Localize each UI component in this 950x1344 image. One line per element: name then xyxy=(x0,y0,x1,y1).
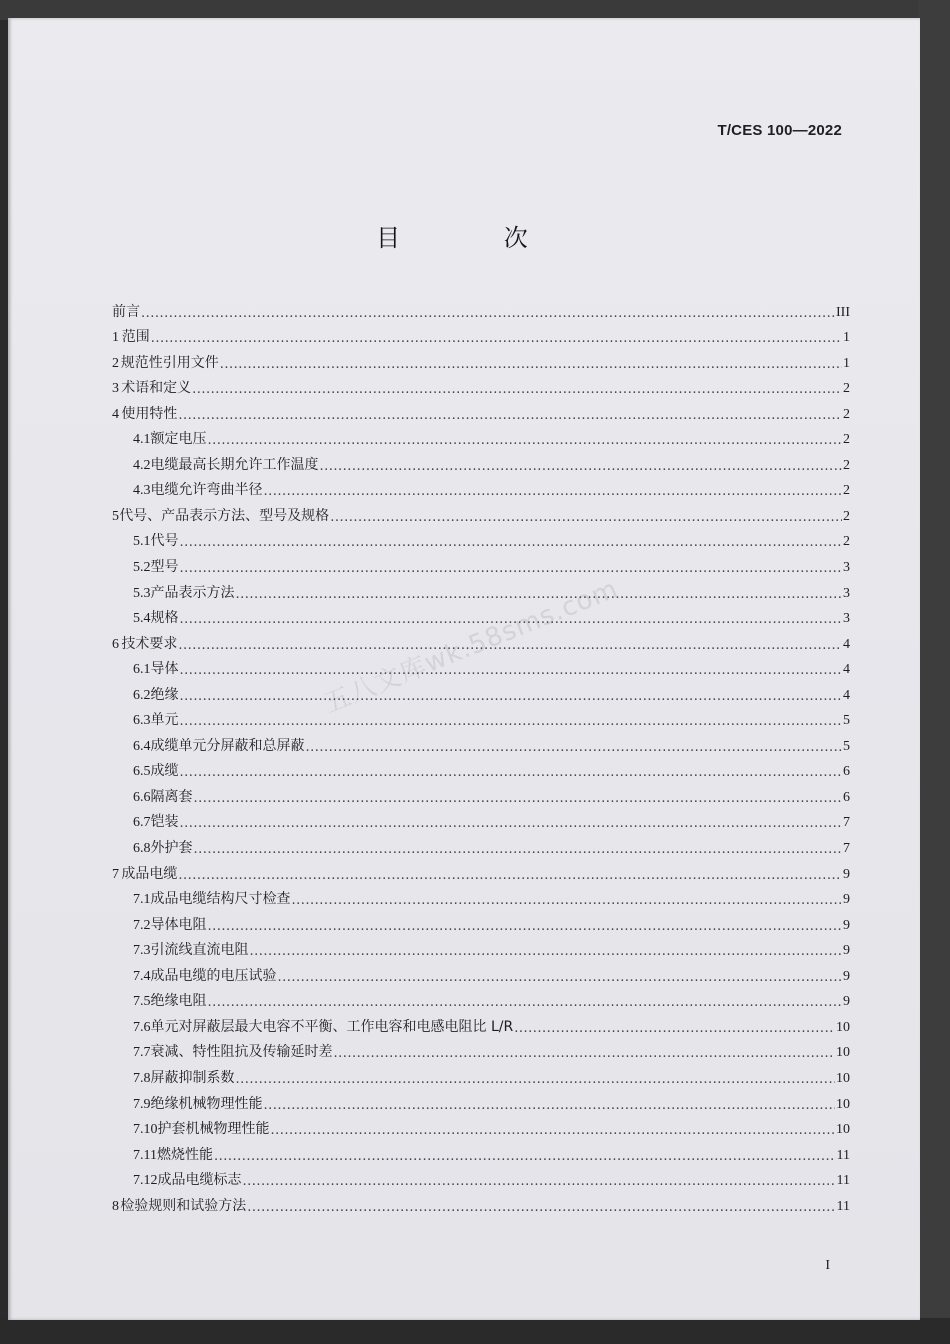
toc-leader-dots xyxy=(194,792,843,806)
toc-entry-page: 6 xyxy=(843,764,850,780)
toc-entry-number: 8 xyxy=(112,1198,119,1214)
toc-leader-dots xyxy=(180,715,843,729)
toc-leader-dots xyxy=(208,996,843,1010)
toc-entry-label: 规范性引用文件 xyxy=(120,354,219,371)
toc-entry-page: 11 xyxy=(836,1198,850,1214)
toc-entry-page: 3 xyxy=(843,585,850,601)
toc-entry-label: 规格 xyxy=(150,610,179,627)
toc-entry-number: 7.9 xyxy=(133,1096,151,1112)
toc-entry-page: 9 xyxy=(843,943,850,959)
toc-entry-page: 2 xyxy=(843,534,850,550)
toc-entry-label: 成缆 xyxy=(150,763,179,780)
toc-leader-dots xyxy=(236,1073,836,1087)
toc-entry-label: 电缆最高长期允许工作温度 xyxy=(150,456,319,473)
toc-leader-dots xyxy=(180,690,843,704)
toc-entry[interactable] xyxy=(112,780,850,806)
toc-entry-page: 9 xyxy=(843,892,850,908)
toc-entry-label: 护套机械物理性能 xyxy=(157,1121,270,1138)
toc-leader-dots xyxy=(141,307,835,321)
toc-entry-number: 7.12 xyxy=(133,1173,158,1189)
toc-entry[interactable] xyxy=(112,499,850,525)
toc-entry-label: 成品电缆 xyxy=(121,865,178,882)
toc-entry[interactable] xyxy=(112,1189,850,1215)
toc-entry[interactable] xyxy=(112,1164,850,1190)
toc-entry-number: 6.7 xyxy=(133,815,151,831)
toc-entry[interactable] xyxy=(112,806,850,832)
scan-border-top xyxy=(0,0,950,20)
toc-entry-page: 6 xyxy=(843,789,850,805)
toc-entry-page: III xyxy=(836,304,850,320)
toc-entry-page: 9 xyxy=(843,866,850,882)
toc-entry-number: 7.10 xyxy=(133,1122,158,1138)
toc-entry-page: 9 xyxy=(843,917,850,933)
toc-entry-number: 5.2 xyxy=(133,560,151,576)
toc-entry[interactable] xyxy=(112,423,850,449)
toc-entry-label: 引流线直流电阻 xyxy=(150,942,249,959)
toc-entry[interactable] xyxy=(112,372,850,398)
toc-entry-label: 范围 xyxy=(121,329,150,346)
toc-entry[interactable] xyxy=(112,729,850,755)
toc-leader-dots xyxy=(208,920,843,934)
toc-entry-page: 2 xyxy=(843,483,850,499)
toc-entry-page: 2 xyxy=(843,406,850,422)
toc-entry-label: 绝缘电阻 xyxy=(150,993,207,1010)
toc-entry-page: 7 xyxy=(843,841,850,857)
toc-entry-label: 使用特性 xyxy=(121,405,178,422)
toc-leader-dots xyxy=(208,434,843,448)
toc-entry-label: 导体电阻 xyxy=(150,916,207,933)
toc-entry-number: 5.1 xyxy=(133,534,151,550)
toc-entry-label: 代号、产品表示方法、型号及规格 xyxy=(119,507,330,524)
toc-entry[interactable] xyxy=(112,1010,850,1036)
toc-entry-number: 7.11 xyxy=(133,1147,157,1163)
toc-entry-page: 4 xyxy=(843,662,850,678)
toc-entry-page: 2 xyxy=(843,432,850,448)
toc-leader-dots xyxy=(178,409,842,423)
toc-leader-dots xyxy=(214,1150,836,1164)
toc-leader-dots xyxy=(180,664,843,678)
toc-entry-label: 代号 xyxy=(150,533,179,550)
toc-entry-label: 产品表示方法 xyxy=(150,584,235,601)
toc-entry-page: 10 xyxy=(836,1122,850,1138)
toc-entry-page: 4 xyxy=(843,636,850,652)
toc-entry-number: 6.2 xyxy=(133,687,151,703)
toc-entry-page: 3 xyxy=(843,560,850,576)
toc-entry[interactable] xyxy=(112,321,850,347)
toc-entry[interactable] xyxy=(112,602,850,628)
toc-entry-label: 屏蔽抑制系数 xyxy=(150,1069,235,1086)
toc-entry-number: 6.5 xyxy=(133,764,151,780)
toc-entry-label: 术语和定义 xyxy=(121,380,192,397)
toc-entry[interactable] xyxy=(112,857,850,883)
toc-leader-dots xyxy=(271,1124,836,1138)
toc-leader-dots xyxy=(180,817,843,831)
toc-entry-page: 3 xyxy=(843,611,850,627)
toc-entry[interactable] xyxy=(112,550,850,576)
toc-leader-dots xyxy=(247,1201,835,1215)
toc-entry-number: 4.3 xyxy=(133,483,151,499)
toc-leader-dots xyxy=(243,1175,836,1189)
toc-entry-label: 额定电压 xyxy=(150,431,207,448)
toc-entry[interactable] xyxy=(112,934,850,960)
toc-entry-page: 1 xyxy=(843,330,850,346)
toc-entry-label: 成品电缆的电压试验 xyxy=(150,967,277,984)
toc-entry-number: 6 xyxy=(112,636,119,652)
toc-entry[interactable] xyxy=(112,678,850,704)
toc-leader-dots xyxy=(334,1047,836,1061)
toc-entry[interactable] xyxy=(112,985,850,1011)
toc-entry-label: 成品电缆结构尺寸检查 xyxy=(150,891,291,908)
toc-leader-dots xyxy=(264,485,843,499)
toc-leader-dots xyxy=(151,332,842,346)
toc-entry[interactable] xyxy=(112,448,850,474)
toc-entry[interactable] xyxy=(112,959,850,985)
toc-entry[interactable] xyxy=(112,1061,850,1087)
toc-entry[interactable] xyxy=(112,1113,850,1139)
toc-entry[interactable] xyxy=(112,1036,850,1062)
toc-leader-dots xyxy=(306,741,843,755)
toc-entry-label: 成品电缆标志 xyxy=(157,1172,242,1189)
toc-entry[interactable] xyxy=(112,576,850,602)
toc-entry[interactable] xyxy=(112,397,850,423)
toc-entry-number: 7.5 xyxy=(133,994,151,1010)
toc-entry-page: 9 xyxy=(843,968,850,984)
toc-entry-page: 10 xyxy=(836,1045,850,1061)
toc-entry-number: 6.4 xyxy=(133,738,151,754)
toc-entry-number: 7.2 xyxy=(133,917,151,933)
toc-leader-dots xyxy=(180,613,843,627)
toc-entry[interactable] xyxy=(112,627,850,653)
watermark: 五八文库wk.58sms.com xyxy=(320,573,623,720)
toc-entry-page: 5 xyxy=(843,738,850,754)
toc-entry-page: 2 xyxy=(843,381,850,397)
toc-entry-label: 前言 xyxy=(112,303,140,320)
toc-entry-label: 单元 xyxy=(150,712,179,729)
toc-entry-label: 燃烧性能 xyxy=(156,1146,213,1163)
toc-entry-number: 5.3 xyxy=(133,585,151,601)
toc-leader-dots xyxy=(180,536,843,550)
toc-entry[interactable] xyxy=(112,883,850,909)
toc-entry-page: 10 xyxy=(836,1019,850,1035)
toc-entry-page: 2 xyxy=(843,457,850,473)
toc-entry-label: 隔离套 xyxy=(150,788,193,805)
toc-entry-page: 1 xyxy=(843,355,850,371)
toc-entry-page: 10 xyxy=(836,1070,850,1086)
toc-entry-label: 单元对屏蔽层最大电容不平衡、工作电容和电感电阻比 L/R xyxy=(150,1018,514,1035)
toc-entry-number: 7 xyxy=(112,866,119,882)
toc-entry[interactable] xyxy=(112,755,850,781)
toc-entry-number: 7.7 xyxy=(133,1045,151,1061)
toc-entry-page: 7 xyxy=(843,815,850,831)
table-of-contents xyxy=(112,295,850,1215)
toc-entry-label: 外护套 xyxy=(150,840,193,857)
toc-leader-dots xyxy=(178,869,842,883)
toc-entry-page: 10 xyxy=(836,1096,850,1112)
page-title: 目 次 xyxy=(376,224,576,252)
toc-entry-label: 衰减、特性阻抗及传输延时差 xyxy=(150,1044,333,1061)
toc-leader-dots xyxy=(264,1099,836,1113)
toc-leader-dots xyxy=(192,383,842,397)
toc-entry[interactable] xyxy=(112,346,850,372)
toc-entry[interactable] xyxy=(112,474,850,500)
toc-entry-number: 5 xyxy=(112,508,119,524)
standard-number: T/CES 100—2022 xyxy=(717,122,842,139)
toc-entry[interactable] xyxy=(112,908,850,934)
toc-entry-label: 技术要求 xyxy=(121,635,178,652)
toc-entry-number: 7.4 xyxy=(133,968,151,984)
toc-entry-label: 绝缘 xyxy=(150,686,179,703)
toc-entry[interactable] xyxy=(112,1087,850,1113)
toc-leader-dots xyxy=(320,460,843,474)
toc-entry-number: 7.8 xyxy=(133,1070,151,1086)
toc-entry-label: 成缆单元分屏蔽和总屏蔽 xyxy=(150,737,305,754)
document-page xyxy=(8,18,920,1320)
toc-leader-dots xyxy=(250,945,843,959)
toc-entry-number: 3 xyxy=(112,381,119,397)
toc-entry[interactable] xyxy=(112,1138,850,1164)
toc-leader-dots xyxy=(194,843,843,857)
toc-entry-page: 11 xyxy=(836,1173,850,1189)
page-number: I xyxy=(825,1258,830,1273)
toc-entry-number: 4 xyxy=(112,406,119,422)
toc-entry-number: 7.6 xyxy=(133,1019,151,1035)
toc-entry[interactable] xyxy=(112,525,850,551)
toc-entry-page: 9 xyxy=(843,994,850,1010)
toc-leader-dots xyxy=(180,562,843,576)
toc-entry[interactable] xyxy=(112,831,850,857)
toc-entry-number: 1 xyxy=(112,330,119,346)
toc-entry[interactable] xyxy=(112,704,850,730)
toc-entry-page: 4 xyxy=(843,687,850,703)
toc-leader-dots xyxy=(330,511,842,525)
toc-entry-number: 7.3 xyxy=(133,943,151,959)
toc-leader-dots xyxy=(292,894,843,908)
toc-leader-dots xyxy=(278,971,843,985)
toc-entry-label: 铠装 xyxy=(150,814,179,831)
toc-leader-dots xyxy=(180,766,843,780)
toc-entry-label: 绝缘机械物理性能 xyxy=(150,1095,263,1112)
scan-border-right xyxy=(918,0,950,1344)
toc-entry-number: 6.6 xyxy=(133,789,151,805)
toc-entry-number: 4.2 xyxy=(133,457,151,473)
toc-entry[interactable] xyxy=(112,653,850,679)
toc-entry-page: 5 xyxy=(843,713,850,729)
toc-entry-page: 11 xyxy=(836,1147,850,1163)
toc-entry-number: 5.4 xyxy=(133,611,151,627)
toc-entry-label: 电缆允许弯曲半径 xyxy=(150,482,263,499)
toc-entry-label: 型号 xyxy=(150,559,179,576)
toc-entry-page: 2 xyxy=(843,508,850,524)
toc-entry-number: 6.3 xyxy=(133,713,151,729)
toc-leader-dots xyxy=(220,358,842,372)
toc-entry-number: 6.1 xyxy=(133,662,151,678)
toc-leader-dots xyxy=(514,1022,835,1036)
toc-entry[interactable] xyxy=(112,295,850,321)
toc-entry-label: 检验规则和试验方法 xyxy=(120,1197,247,1214)
toc-entry-number: 6.8 xyxy=(133,841,151,857)
toc-entry-number: 4.1 xyxy=(133,432,151,448)
scan-border-bottom xyxy=(0,1318,950,1344)
toc-entry-number: 2 xyxy=(112,355,119,371)
toc-leader-dots xyxy=(178,639,842,653)
toc-entry-number: 7.1 xyxy=(133,892,151,908)
toc-leader-dots xyxy=(236,588,843,602)
toc-entry-label: 导体 xyxy=(150,661,179,678)
